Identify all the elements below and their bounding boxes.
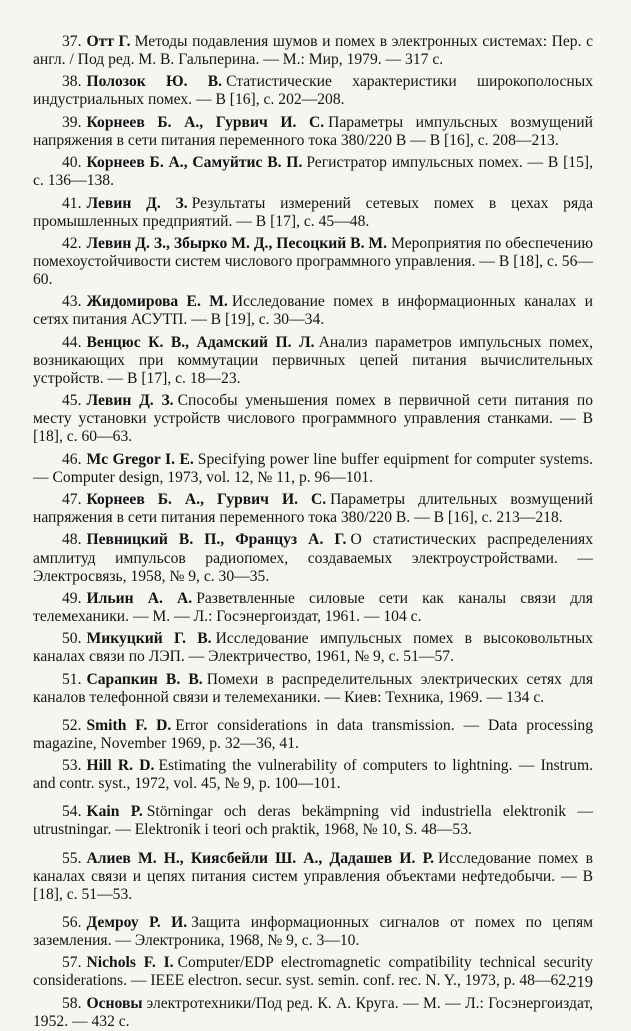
reference-text: Защита информационных сигналов от помех по цепям заземления. — Электроника, 1968, № 9, с. 3—10. xyxy=(33,913,593,949)
reference-list xyxy=(33,33,593,1031)
reference-text: Регистратор импульсных помех. — В [15], с. 136—138. xyxy=(33,154,593,190)
reference-text: Разветвленные силовые сети как каналы связи для телемеханики. — М. — Л.: Госэнергоиздат, 1961. — 104 с. xyxy=(33,589,593,625)
reference-item xyxy=(33,671,593,707)
reference-text: Estimating the vulnerability of computers to lightning. — Instrum. and contr. syst., 1972, vol. 45, № 9, p. 100—101. xyxy=(33,757,593,793)
reference-author: Корнеев Б. А., Гурвич И. С. xyxy=(86,113,325,131)
reference-number: 42. xyxy=(62,234,82,252)
reference-author: Полозок Ю. В. xyxy=(86,73,223,91)
reference-item xyxy=(33,630,593,666)
reference-number: 55. xyxy=(62,849,82,867)
reference-item xyxy=(33,451,593,487)
reference-text: Помехи в распределительных электрических сетях для каналов телефонной связи и телемеханики. — Киев: Техника, 1969. — 134 с. xyxy=(33,670,593,706)
reference-number: 50. xyxy=(62,630,82,648)
reference-text: Результаты измерений сетевых помех в цехах ряда промышленных предприятий. — В [17], с. 45—48. xyxy=(33,194,593,230)
reference-number: 54. xyxy=(62,803,82,821)
reference-author: Основы xyxy=(86,994,143,1012)
reference-number: 51. xyxy=(62,670,82,688)
reference-number: 43. xyxy=(62,293,82,311)
reference-number: 38. xyxy=(62,73,82,91)
reference-text: Статистические характеристики широкополосных индустриальных помех. — В [16], с. 202—208. xyxy=(33,73,593,109)
page-number: 219 xyxy=(568,972,593,991)
reference-author: Отт Г. xyxy=(86,33,131,50)
reference-text: Методы подавления шумов и помех в электронных системах: Пер. с англ. / Под ред. М. В. Гальперина. — М.: Мир, 1979. — 317 с. xyxy=(33,33,593,69)
reference-text: Исследование помех в каналах связи и цепях питания систем управления объектами нефтедобычи. — В [18], с. 51—53. xyxy=(33,849,593,903)
reference-item xyxy=(33,334,593,388)
reference-item xyxy=(33,491,593,527)
reference-text: Specifying power line buffer equipment for computer systems. — Computer design, 1973, vol. 12, № 11, p. 96—101. xyxy=(33,450,593,486)
reference-text: электротехники/Под ред. К. А. Круга. — М. — Л.: Госэнергоиздат, 1952. — 432 с. xyxy=(33,994,593,1030)
reference-item xyxy=(33,114,593,150)
reference-author: Левин Д. З. xyxy=(86,194,188,212)
reference-item xyxy=(33,850,593,904)
reference-number: 48. xyxy=(62,531,82,549)
reference-item xyxy=(33,717,593,753)
reference-number: 39. xyxy=(62,113,82,131)
reference-author: Корнеев Б. А., Гурвич И. С. xyxy=(86,491,327,509)
reference-number: 40. xyxy=(62,154,82,172)
reference-number: 53. xyxy=(62,757,82,775)
reference-author: Алиев М. Н., Киясбейли Ш. А., Дадашев И. Р. xyxy=(86,849,435,867)
reference-author: Mc Gregor I. E. xyxy=(86,450,194,468)
reference-author: Корнеев Б. А., Самуйтис В. П. xyxy=(86,154,303,172)
reference-text: Мероприятия по обеспечению помехоустойчивости систем числового программного управления. — В [18], с. 56—60. xyxy=(33,234,594,289)
reference-author: Певницкий В. П., Француз А. Г. xyxy=(86,531,347,549)
reference-item xyxy=(33,293,593,329)
reference-item xyxy=(33,914,593,950)
reference-item xyxy=(33,954,593,990)
reference-item xyxy=(33,73,593,109)
reference-author: Сарапкин В. В. xyxy=(86,670,203,688)
reference-item xyxy=(33,33,593,69)
reference-number: 52. xyxy=(62,716,82,734)
reference-number: 56. xyxy=(62,913,82,931)
reference-author: Демроу Р. И. xyxy=(86,913,188,931)
reference-text: Error considerations in data transmission. — Data processing magazine, November 1969, p. 32—36, 41. xyxy=(33,716,593,752)
reference-item xyxy=(33,590,593,626)
reference-author: Венцюс К. В., Адамский П. Л. xyxy=(86,333,315,351)
reference-author: Nichols F. I. xyxy=(86,954,174,972)
reference-item xyxy=(33,154,593,190)
reference-item xyxy=(33,392,593,446)
reference-number: 46. xyxy=(62,450,82,468)
reference-number: 37. xyxy=(62,33,82,50)
reference-author: Smith F. D. xyxy=(86,716,172,734)
reference-author: Микуцкий Г. В. xyxy=(86,630,212,648)
reference-item xyxy=(33,195,593,231)
reference-text: Исследование импульсных помех в высоковольтных каналах связи по ЛЭП. — Электричество, 1961, № 9, с. 51—57. xyxy=(33,630,593,666)
reference-item xyxy=(33,531,593,585)
reference-author: Ильин А. А. xyxy=(86,589,193,607)
reference-text: Параметры длительных возмущений напряжения в сети питания переменного тока 380/220 В. — В [16], с. 213—218. xyxy=(33,491,593,527)
reference-item xyxy=(33,995,593,1031)
reference-number: 49. xyxy=(62,589,82,607)
reference-text: Анализ параметров импульсных помех, возникающих при коммутации первичных цепей питания вычислительных устройств. — В [17], с. 18—23. xyxy=(33,333,593,387)
reference-text: Параметры импульсных возмущений напряжения в сети питания переменного тока 380/220 В — В [16], с. 208—213. xyxy=(33,113,593,149)
reference-author: Левин Д. З. xyxy=(86,392,174,410)
reference-author: Kain P. xyxy=(86,803,143,821)
reference-item xyxy=(33,235,593,289)
reference-item xyxy=(33,757,593,793)
reference-text: Computer/EDP electromagnetic compatibility technical security considerations. — IEEE electron. secur. syst. semin. conf. rec. N. Y., 1973, p. 48—62. xyxy=(33,954,593,990)
reference-number: 44. xyxy=(62,333,82,351)
reference-author: Hill R. D. xyxy=(86,757,155,775)
reference-text: О статистических распределениях амплитуд импульсов радиопомех, создаваемых электроустройствами. — Электросвязь, 1958, № 9, с. 30—35. xyxy=(33,531,593,585)
reference-author: Левин Д. З., Збырко М. Д., Песоцкий В. М. xyxy=(86,234,388,252)
reference-number: 47. xyxy=(62,491,82,509)
reference-number: 41. xyxy=(62,194,82,212)
reference-text: Способы уменьшения помех в первичной сети питания по месту установки устройств числового программного управления станками. — В [18], с. 60—63. xyxy=(33,392,593,446)
reference-author: Жидомирова Е. М. xyxy=(86,293,228,311)
reference-number: 45. xyxy=(62,392,82,410)
reference-number: 57. xyxy=(62,954,82,972)
reference-item xyxy=(33,803,593,839)
reference-number: 58. xyxy=(62,994,82,1012)
reference-text: Исследование помех в информационных каналах и сетях питания АСУТП. — В [19], с. 30—34. xyxy=(33,293,593,329)
reference-text: Störningar och deras bekämpning vid industriella elektronik — utrustningar. — Elektronik i teori och praktik, 1968, № 10, S. 48—53. xyxy=(33,803,593,839)
